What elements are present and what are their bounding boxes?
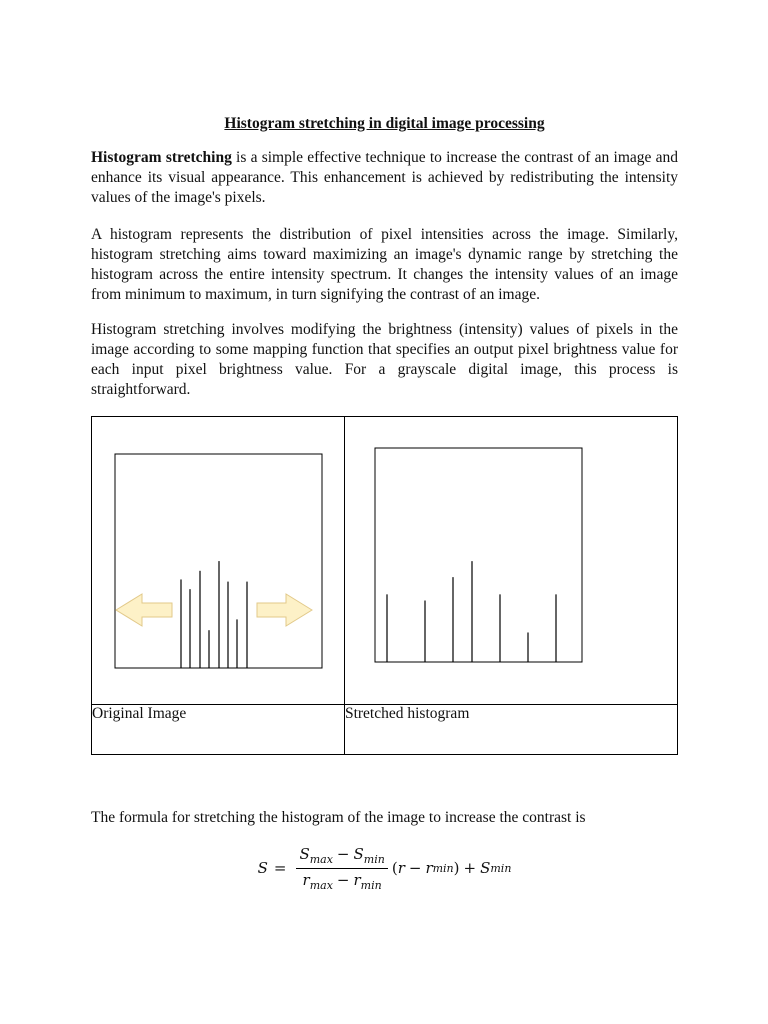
stretched-histogram-caption: Stretched histogram	[344, 705, 677, 755]
formula-numerator	[296, 845, 387, 869]
formula-lhs: S	[257, 859, 268, 877]
s-min-var: S	[353, 844, 364, 863]
paragraph-intro	[91, 148, 678, 208]
denominator-minus: −	[336, 870, 350, 889]
r-min-sub: min	[360, 878, 382, 892]
formula-equals: =	[273, 859, 287, 877]
formula-rmin-sub: min	[432, 861, 454, 875]
s-min-sub: min	[363, 852, 385, 866]
r-max-var: r	[302, 870, 310, 889]
original-image-cell	[92, 417, 345, 705]
stretched-histogram-bars	[387, 561, 556, 662]
paragraph-mapping-function: Histogram stretching involves modifying the brightness (intensity) values of pixels in the image according to some mapping function that specifies an output pixel brightness value for each input pixel brightness value. For a grayscale digital image, this process is straightforward.	[91, 321, 678, 398]
s-max-var: S	[299, 844, 310, 863]
formula-intro: The formula for stretching the histogram of the image to increase the contrast is	[91, 809, 586, 826]
formula-smin-sub: min	[490, 861, 512, 875]
intro-bold-term: Histogram stretching	[91, 149, 232, 166]
stretched-histogram-plot	[345, 417, 637, 704]
stretched-histogram-frame	[375, 448, 582, 662]
formula-r: r	[397, 859, 405, 877]
formula-close-paren: )	[453, 859, 460, 877]
paren-minus: −	[408, 859, 422, 877]
s-max-sub: max	[309, 852, 333, 866]
r-min-var: r	[353, 870, 361, 889]
original-image-caption: Original Image	[92, 705, 345, 755]
original-histogram-bars	[181, 561, 247, 668]
paragraph-histogram-definition: A histogram represents the distribution of pixel intensities across the image. Similarly, histogram stretching aims toward maximizing an image's dynamic range by stretching the histogram across the entire intensity spectrum. It changes the intensity values of an image from minimum to maximum, in turn signifying the contrast of an image.	[91, 226, 678, 303]
formula-open-paren: (	[391, 859, 398, 877]
formula-plus: +	[463, 859, 477, 877]
stretched-histogram-cell	[344, 417, 677, 705]
r-max-sub: max	[309, 878, 333, 892]
formula-rmin-var: r	[425, 859, 433, 877]
numerator-minus: −	[336, 844, 350, 863]
stretching-formula	[91, 840, 678, 896]
document-title: Histogram stretching in digital image processing	[224, 115, 545, 132]
right-arrow-icon	[257, 594, 312, 626]
original-histogram-plot	[92, 417, 384, 704]
formula-fraction	[296, 845, 387, 892]
formula-denominator	[300, 869, 385, 892]
histogram-figure-table	[91, 416, 678, 755]
intro-text: is a simple effective technique to increase the contrast of an image and enhance its visual appearance. This enhancement is achieved by redistributing the intensity values of the image's pixels.	[91, 149, 678, 206]
left-arrow-icon	[116, 594, 172, 626]
formula-smin-var: S	[480, 859, 491, 877]
